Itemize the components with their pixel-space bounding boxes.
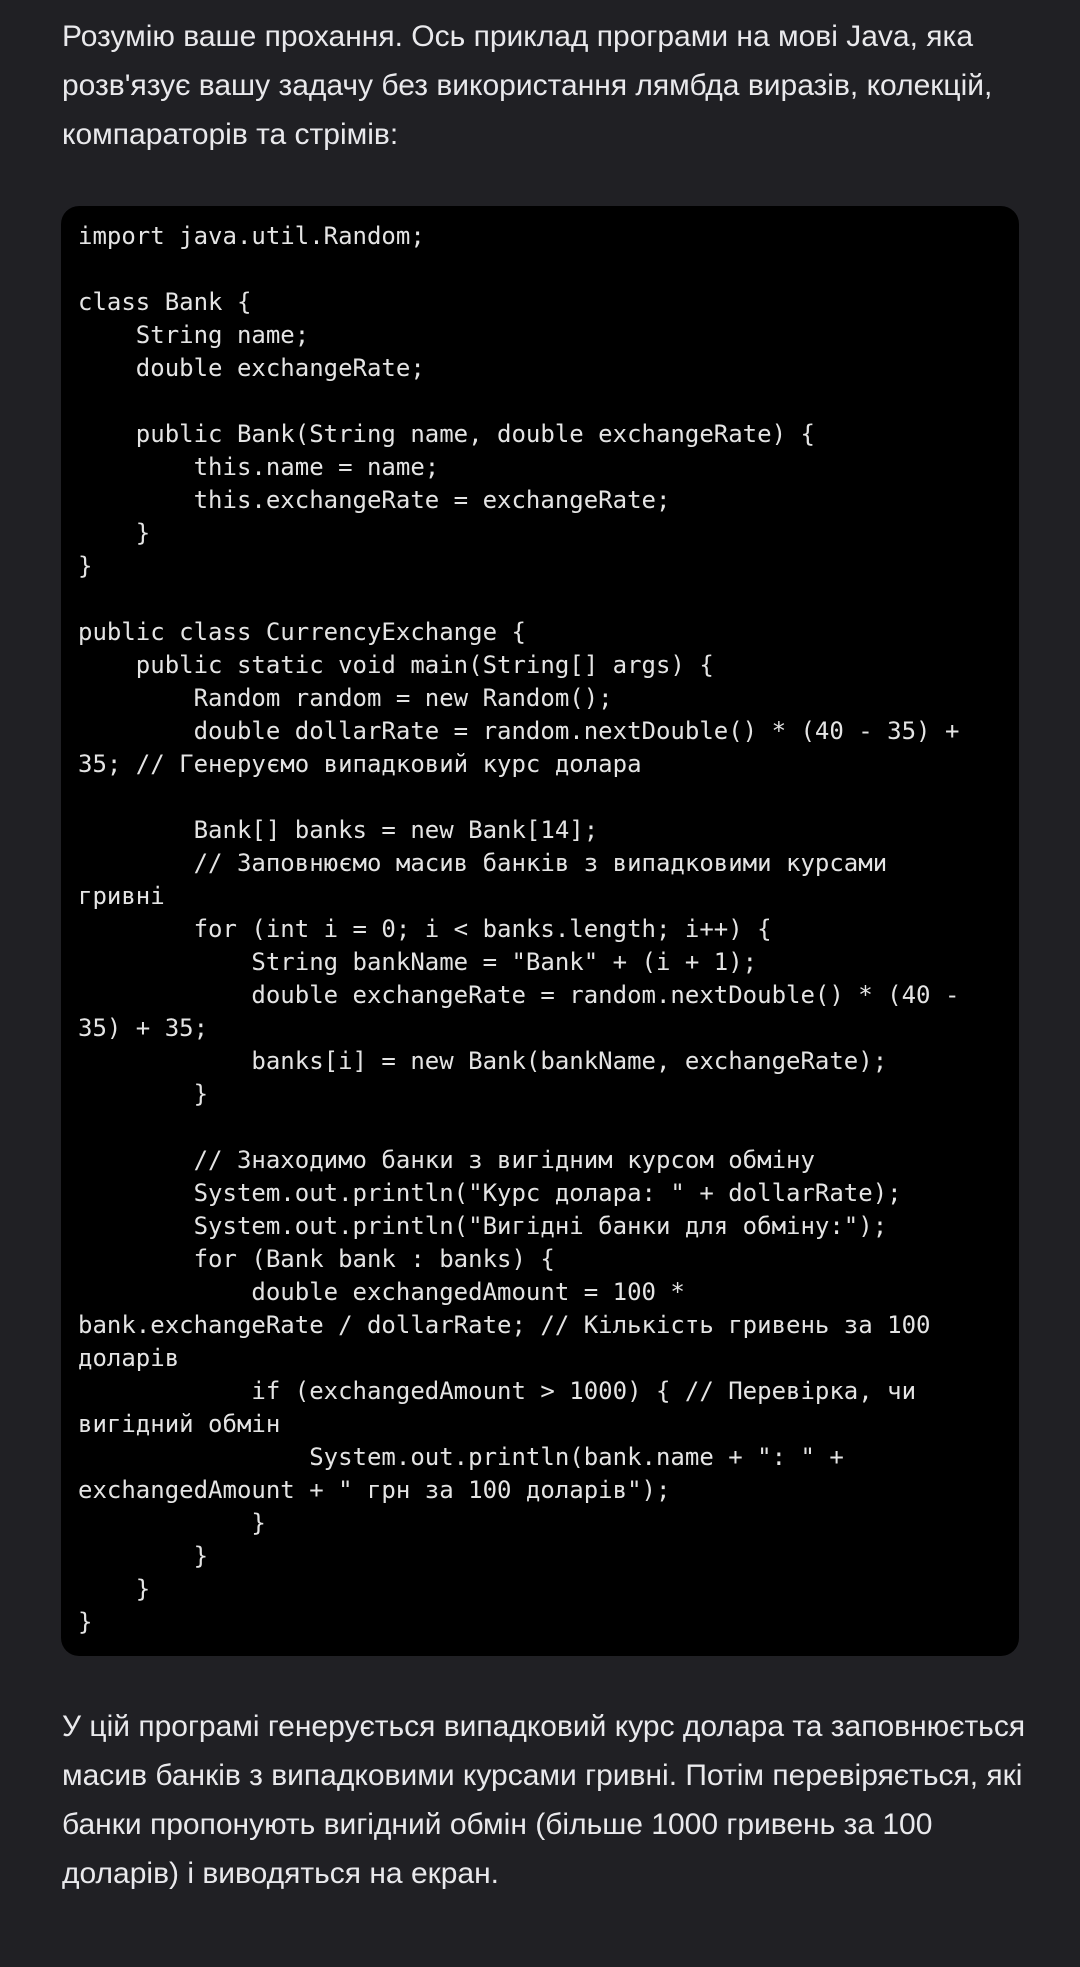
code-block[interactable] (61, 206, 1019, 1656)
code-text[interactable]: import java.util.Random; class Bank { String name; double exchangeRate; public Bank(String name, double exchangeRate) { this.name = name; this.exchangeRate = exchangeRate; } } public class CurrencyExchange { public static void main(String[] args) { Random random = new Random(); double dollarRate = random.nextDouble() * (40 - 35) + 35; // Генеруємо випадковий курс долара Bank[] banks = new Bank[14]; // Заповнюємо масив банків з випадковими курсами гривні for (int i = 0; i < banks.length; i++) { String bankName = "Bank" + (i + 1); double exchangeRate = random.nextDouble() * (40 - 35) + 35; banks[i] = new Bank(bankName, exchangeRate); } // Знаходимо банки з вигідним курсом обміну System.out.println("Курс долара: " + dollarRate); System.out.println("Вигідні банки для обміну:"); for (Bank bank : banks) { double exchangedAmount = 100 * bank.exchangeRate / dollarRate; // Кількість гривень за 100 доларів if (exchangedAmount > 1000) { // Перевірка, чи вигідний обмін System.out.println(bank.name + ": " + exchangedAmount + " грн за 100 доларів"); } } } } (78, 222, 960, 1636)
message-intro-text: Розумію ваше прохання. Ось приклад програми на мові Java, яка розв'язує вашу задачу без використання лямбда виразів, колекцій, компараторів та стрімів: (62, 20, 993, 151)
message-outro-text: У цій програмі генерується випадковий курс долара та заповнюється масив банків з випадковими курсами гривні. Потім перевіряється, які банки пропонують вигідний обмін (більше 1000 гривень за 100 доларів) і виводяться на екран. (62, 1710, 1026, 1890)
